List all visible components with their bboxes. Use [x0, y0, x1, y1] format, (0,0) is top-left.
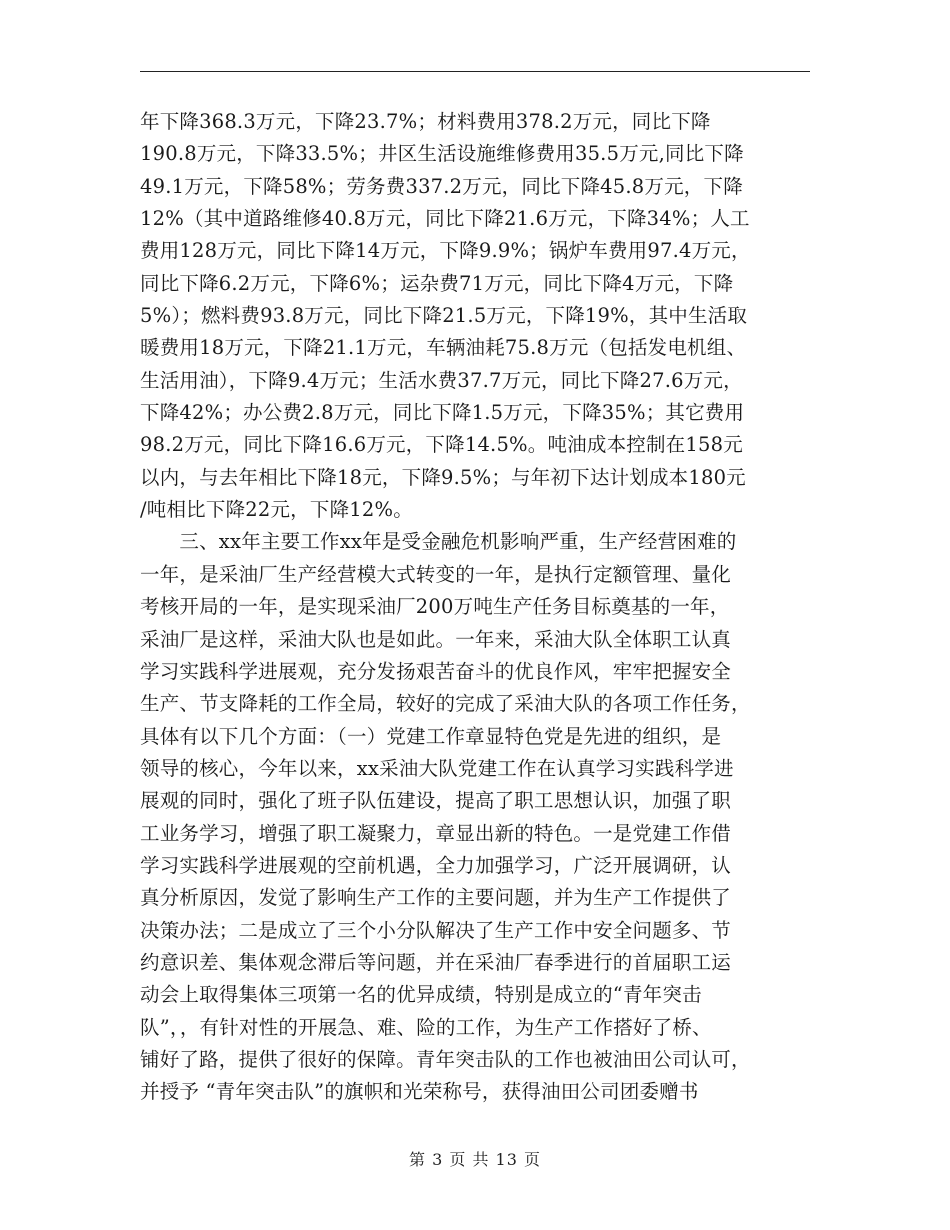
- text-line: 动会上取得集体三项第一名的优异成绩，特别是成立的“青年突击: [140, 983, 702, 1007]
- text-line: 98.2万元，同比下降16.6万元，下降14.5%。吨油成本控制在158元: [140, 433, 743, 457]
- text-line: 并授予 “青年突击队”的旗帜和光荣称号，获得油田公司团委赠书: [140, 1080, 699, 1104]
- text-line: 队”，，有针对性的开展急、难、险的工作，为生产工作搭好了桥、: [140, 1015, 712, 1039]
- text-line: 学习实践科学进展观，充分发扬艰苦奋斗的优良作风，牢牢把握安全: [140, 659, 732, 683]
- text-line: 费用128万元，同比下降14万元，下降9.9%；锅炉车费用97.4万元，: [140, 239, 751, 263]
- page-number-footer: 第 3 页 共 13 页: [409, 1150, 541, 1169]
- text-line: 具体有以下几个方面：（一）党建工作章显特色党是先进的组织，是: [140, 724, 722, 748]
- text-line: 铺好了路，提供了很好的保障。青年突击队的工作也被油田公司认可，: [140, 1047, 751, 1071]
- text-line: 下降42%；办公费2.8万元，同比下降1.5万元，下降35%；其它费用: [140, 401, 745, 425]
- text-line: 12%（其中道路维修40.8万元，同比下降21.6万元，下降34%；人工: [140, 207, 750, 231]
- text-line: 5%）；燃料费93.8万元，同比下降21.5万元，下降19%，其中生活取: [140, 304, 748, 328]
- text-line: 三、xx年主要工作xx年是受金融危机影响严重，生产经营困难的: [140, 530, 737, 554]
- text-line: 一年，是采油厂生产经营模大式转变的一年，是执行定额管理、量化: [140, 562, 732, 586]
- text-line: 展观的同时，强化了班子队伍建设，提高了职工思想认识，加强了职: [140, 789, 732, 813]
- text-line: 年下降368.3万元，下降23.7%；材料费用378.2万元，同比下降: [140, 110, 711, 133]
- text-line: 领导的核心，今年以来，xx采油大队党建工作在认真学习实践科学进: [140, 756, 734, 780]
- text-line: 190.8万元，下降33.5%；井区生活设施维修费用35.5万元,同比下降: [140, 142, 744, 166]
- text-line: /吨相比下降22元，下降12%。: [140, 498, 413, 522]
- text-line: 考核开局的一年，是实现采油厂200万吨生产任务目标奠基的一年，: [140, 595, 730, 619]
- text-line: 49.1万元，下降58%；劳务费337.2万元，同比下降45.8万元，下降: [140, 174, 743, 198]
- text-line: 生活用油），下降9.4万元；生活水费37.7万元，同比下降27.6万元，: [140, 368, 743, 392]
- header-rule: [140, 71, 810, 72]
- text-line: 真分析原因，发觉了影响生产工作的主要问题，并为生产工作提供了: [140, 886, 732, 910]
- body-text: [140, 106, 820, 1109]
- text-line: 同比下降6.2万元，下降6%；运杂费71万元，同比下降4万元，下降: [140, 271, 734, 295]
- text-line: 决策办法；二是成立了三个小分队解决了生产工作中安全问题多、节: [140, 918, 732, 942]
- text-line: 生产、节支降耗的工作全局，较好的完成了采油大队的各项工作任务，: [140, 692, 751, 716]
- text-line: 暖费用18万元，下降21.1万元，车辆油耗75.8万元（包括发电机组、: [140, 336, 747, 360]
- text-line: 以内，与去年相比下降18元，下降9.5%；与年初下达计划成本180元: [140, 465, 746, 489]
- text-line: 约意识差、集体观念滞后等问题，并在采油厂春季进行的首届职工运: [140, 950, 732, 974]
- text-line: 工业务学习，增强了职工凝聚力，章显出新的特色。一是党建工作借: [140, 821, 732, 845]
- text-line: 采油厂是这样，采油大队也是如此。一年来，采油大队全体职工认真: [140, 627, 732, 651]
- text-line: 学习实践科学进展观的空前机遇，全力加强学习，广泛开展调研，认: [140, 853, 732, 877]
